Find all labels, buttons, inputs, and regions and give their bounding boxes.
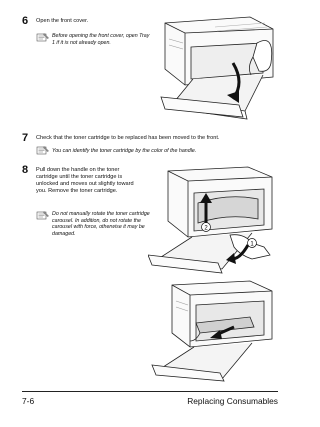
step-6-text: Open the front cover. — [36, 18, 89, 24]
note-icon — [36, 210, 50, 220]
page-number: 7-6 — [22, 396, 35, 406]
printer-illustration — [150, 277, 275, 382]
footer-divider — [22, 391, 278, 392]
step-6-note: Before opening the front cover, open Tray 1 if it is not already open. — [52, 33, 150, 46]
step-6-number: 6 — [22, 15, 29, 27]
note-icon — [36, 32, 50, 42]
step-7-text: Check that the toner cartridge to be replaced has been moved to the front. — [36, 135, 220, 141]
section-title: Replacing Consumables — [187, 396, 278, 406]
callout-1: 1 — [250, 241, 254, 248]
step-8-number: 8 — [22, 164, 29, 176]
step-8-text: Pull down the handle on the toner cartridge until the toner cartridge is unlocked and moves out slightly toward you. Remove the toner cartridge. — [36, 167, 134, 194]
note-icon — [36, 145, 50, 155]
callout-2: 2 — [204, 225, 208, 232]
step-7-note: You can identify the toner cartridge by the color of the handle. — [52, 148, 197, 154]
printer-illustration — [155, 13, 275, 128]
step-7-number: 7 — [22, 132, 29, 144]
step-8-note: Do not manually rotate the toner cartridge carousel. In addition, do not rotate the carousel with force, otherwise it may be damaged. — [52, 211, 150, 237]
printer-illustration — [148, 163, 275, 275]
